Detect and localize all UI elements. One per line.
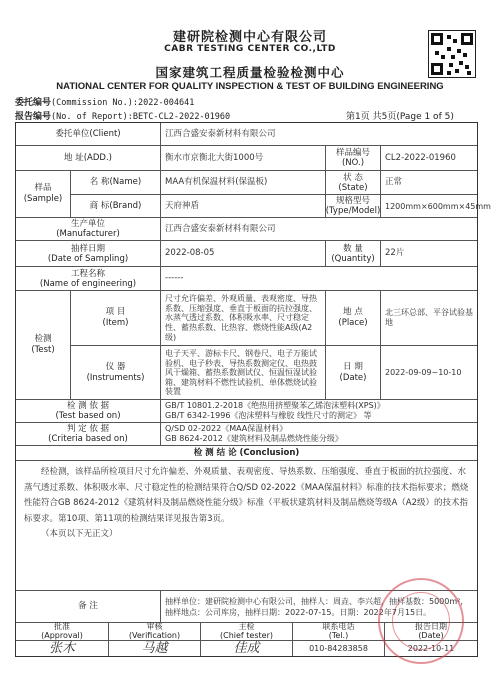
criteria-value: [161, 423, 477, 446]
chief-signature-cell: [201, 641, 293, 656]
criteria-label: [16, 423, 161, 446]
spec-label-en: (Type/Model): [325, 206, 381, 216]
official-seal-inner-icon: [392, 592, 450, 650]
tel-label-cn: 联系电话: [322, 622, 355, 631]
report-label-en: (No. of Report):: [51, 112, 133, 122]
chief-signature: 佳成: [233, 641, 260, 656]
report-date-value: 2022-10-11: [407, 644, 455, 653]
criteria-line-2: GB 8624-2012《建筑材料及制品燃烧性能分级》: [165, 434, 343, 443]
report-date-label-cn: 报告日期: [415, 622, 447, 631]
conclusion-heading: 检 测 结 论 (Conclusion): [16, 446, 477, 461]
criteria-line-1: Q/SD 02-2022《MAA保温材料》: [165, 424, 288, 433]
place-label-en: (Place): [338, 318, 368, 328]
items-value: 尺寸允许偏差、外观质量、表观密度、导热系数、压缩强度、垂直于板面的抗拉强度、水蒸气透过系数、体积吸水率、尺寸稳定性、蓄热系数、比热容、燃烧性能A级(A2级): [161, 291, 326, 346]
state-value: 正常: [381, 171, 477, 195]
date-label: [326, 346, 381, 400]
quantity-label-cn: 数 量: [343, 243, 363, 254]
remarks-label: 备 注: [16, 591, 161, 623]
name-label: 名 称(Name): [71, 171, 161, 195]
approval-label-en: (Approval): [41, 630, 83, 640]
test-label-en: (Test): [31, 345, 55, 355]
tel-label: [293, 623, 385, 641]
report-value: BETC-CL2-2022-01960: [132, 112, 231, 122]
center-name-en: NATIONAL CENTER FOR QUALITY INSPECTION & TEST OF BUILDING ENGINEERING: [56, 81, 444, 92]
spec-value: 1200mm×600mm×45mm: [381, 195, 477, 218]
test-basis-value: [161, 400, 477, 423]
verification-signature: 马越: [141, 641, 168, 656]
spec-label-cn: 规格型号: [335, 196, 370, 206]
item-label-en: (Item): [102, 318, 129, 328]
center-name-cn: 国家建筑工程质量检验检测中心: [155, 65, 345, 80]
test-label: [16, 291, 71, 400]
sampling-date-value: 2022-08-05: [161, 241, 326, 267]
project-label: [16, 267, 161, 291]
verification-label: [109, 623, 201, 641]
page-info: 第1页 共5页(Page 1 of 5): [346, 112, 454, 122]
instruments-label: [71, 346, 161, 400]
project-value: ------: [161, 267, 477, 291]
report-label: 报告编号: [15, 112, 52, 122]
remarks-value: 抽样单位：建研院检测中心有限公司，抽样人：周垚、李兴超，抽样基数：5000m²，抽样地点：公司库房，抽样日期：2022-07-15。日期：2022年7月15日。: [161, 591, 477, 623]
name-value: MAA有机保温材料(保温板): [161, 171, 326, 195]
conclusion-text: 经检测，该样品所检项目尺寸允许偏差、外观质量、表观密度、导热系数、压缩强度、垂直于板面的抗拉强度、水蒸气透过系数、体积吸水率、尺寸稳定性的检测结果符合Q/SD 02-2022《MAA保温材料》标准的技术指标要求；燃烧性能符合GB 8624-2012《建筑材料及制品燃烧性能分级》标准（平板状建筑材料及制品燃烧等级A（A2级）的技术指标要求。第10项、第11项的检测结果详见报告第3页。: [24, 467, 469, 524]
tel-value: 010-84283858: [293, 641, 385, 656]
approval-signature: 张木: [48, 641, 75, 656]
project-label-cn: 工程名称: [70, 268, 105, 279]
sample-label: [16, 171, 71, 218]
instruments-label-en: (Instruments): [86, 372, 145, 383]
brand-label: 商 标(Brand): [71, 195, 161, 218]
project-label-en: (Name of engineering): [39, 278, 137, 289]
org-name-cn: 建研院检测中心有限公司: [172, 30, 327, 45]
sample-label-en: (Sample): [23, 194, 63, 204]
chief-tester-label: [201, 623, 293, 641]
approval-label: [16, 623, 109, 641]
chief-tester-label-en: (Chief tester): [220, 630, 273, 640]
chief-tester-label-cn: 主检: [238, 622, 255, 631]
sample-no-value: CL2-2022-01960: [381, 146, 477, 171]
state-label-en: (State): [338, 182, 368, 193]
verification-label-en: (Verification): [128, 630, 181, 640]
test-label-cn: 检测: [34, 334, 52, 344]
state-label: [326, 171, 381, 195]
conclusion-body: [16, 461, 477, 591]
qr-code-icon: [428, 30, 476, 78]
quantity-value: 22片: [381, 241, 477, 267]
address-label: 地 址(ADD.): [16, 146, 161, 171]
date-value: 2022-09-09~10-10: [381, 346, 477, 400]
item-label-cn: 项 目: [105, 307, 126, 317]
criteria-label-en: (Criteria based on): [48, 434, 128, 444]
manufacturer-label: [16, 218, 161, 241]
commission-label: 委托编号: [15, 98, 52, 108]
approval-label-cn: 批准: [54, 622, 70, 631]
client-label: 委托单位(Client): [16, 123, 161, 146]
criteria-label-cn: 判 定 依 据: [66, 424, 110, 434]
sampling-date-label: [16, 241, 161, 267]
sampling-date-label-cn: 抽样日期: [70, 243, 105, 254]
approval-signature-cell: [16, 641, 109, 656]
instruments-value: 电子天平、游标卡尺、钢卷尺、电子万能试验机、电子秒表、导热系数测定仪、电热鼓风干燥箱、蓄热系数测试仪、恒温恒湿试验箱、建筑材料不燃性试验机、单体燃烧试验装置: [161, 346, 326, 400]
brand-value: 天府神盾: [161, 195, 326, 218]
manufacturer-value: 江西合盛安泰新材料有限公司: [161, 218, 477, 241]
sample-no-label-en: (NO.): [341, 158, 365, 168]
sample-no-label: [326, 146, 381, 171]
report-table: [15, 122, 491, 657]
quantity-label: [326, 241, 381, 267]
report-date-label-en: (Date): [418, 630, 444, 640]
commission-number: [15, 95, 194, 108]
quantity-label-en: (Quantity): [331, 253, 375, 264]
conclusion-tail: （本页以下无正文）: [41, 529, 118, 539]
test-basis-line-1: GB/T 10801.2-2018《绝热用挤塑聚苯乙烯泡沫塑料(XPS)》: [165, 401, 385, 410]
manufacturer-label-en: (Manufacturer): [56, 229, 120, 239]
commission-label-en: (Commission No.):: [51, 98, 139, 108]
org-name-en: CABR TESTING CENTER CO.,LTD: [164, 44, 336, 54]
test-basis-line-2: GB/T 6342-1996《泡沫塑料与橡胶 线性尺寸的测定》 等: [165, 411, 372, 420]
date-label-cn: 日 期: [343, 361, 363, 372]
tel-label-en: (Tel.): [328, 630, 349, 640]
verification-signature-cell: [109, 641, 201, 656]
date-label-en: (Date): [339, 372, 367, 383]
place-label-cn: 地 点: [343, 307, 363, 317]
test-basis-label-cn: 检 测 依 据: [66, 401, 110, 411]
test-basis-label-en: (Test based on): [55, 411, 121, 421]
client-value: 江西合盛安泰新材料有限公司: [161, 123, 477, 146]
instruments-label-cn: 仪 器: [105, 361, 126, 372]
test-basis-label: [16, 400, 161, 423]
manufacturer-label-cn: 生产单位: [70, 219, 105, 229]
sample-no-label-cn: 样品编号: [335, 148, 370, 158]
commission-value: 2022-004641: [138, 98, 195, 108]
place-label: [326, 291, 381, 346]
sampling-date-label-en: (Date of Sampling): [47, 253, 129, 264]
verification-label-cn: 审核: [146, 622, 163, 631]
spec-label: [326, 195, 381, 218]
report-header: [0, 0, 500, 128]
state-label-cn: 状 态: [343, 172, 363, 183]
report-number: [15, 109, 230, 122]
place-value: 北三环总部、平谷试验基地: [381, 291, 477, 346]
item-label: [71, 291, 161, 346]
address-value: 衡水市京衡北大街1000号: [161, 146, 326, 171]
sample-label-cn: 样品: [34, 183, 52, 193]
